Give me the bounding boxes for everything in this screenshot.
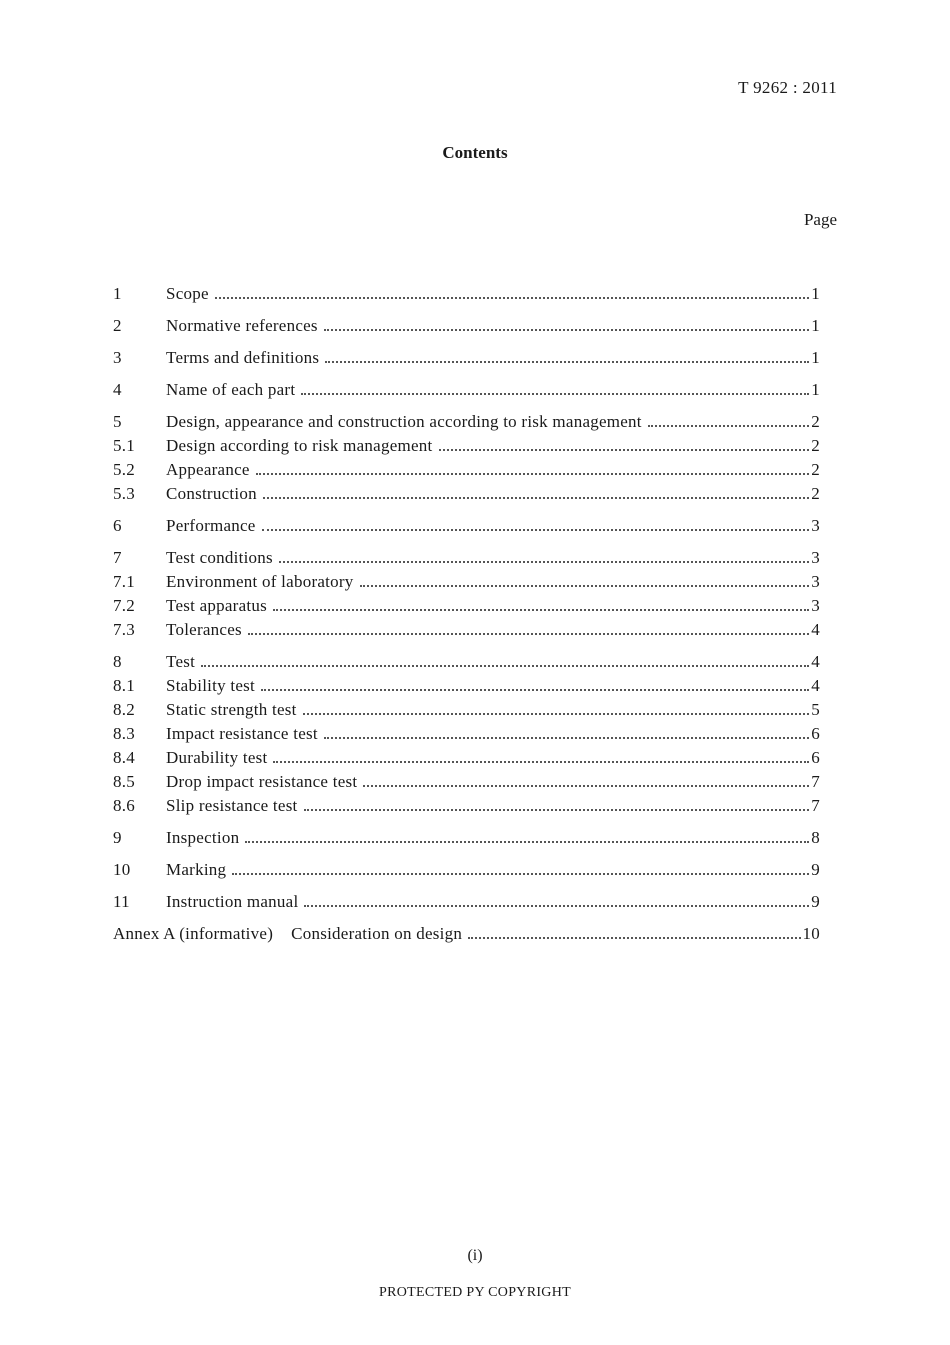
toc-entry[interactable] [113,548,820,572]
toc-entry-number: 9 [113,828,122,847]
dot-leader [324,329,809,331]
toc-entry-page: 1 [811,284,820,303]
toc-entry-number: 8.2 [113,700,135,719]
toc-entry-title: Test apparatus [166,596,267,615]
toc-entry-title: Name of each part [166,380,296,399]
dot-leader [304,809,810,811]
toc-entry[interactable] [113,700,820,724]
toc-entry-title: Test [166,652,196,671]
toc-entry-page: 6 [811,724,820,743]
toc-entry-page: 2 [811,484,820,503]
toc-entry[interactable] [113,860,820,884]
toc-entry-number: 7.1 [113,572,135,591]
toc-entry[interactable] [113,412,820,436]
dot-leader [324,737,809,739]
toc-entry-number: 5 [113,412,122,431]
dot-leader [261,689,809,691]
toc-entry-title: Tolerances [166,620,242,639]
toc-entry-title: Terms and definitions [166,348,320,367]
toc-entry[interactable] [113,724,820,748]
toc-entry-number: 8.5 [113,772,135,791]
toc-entry-page: 4 [811,652,820,671]
toc-entry-page: 3 [811,572,820,591]
toc-entry-title: Inspection [166,828,240,847]
toc-entry-number: 8.4 [113,748,135,767]
dot-leader [262,529,810,531]
toc-entry-number: 8.1 [113,676,135,695]
toc-entry-title: Instruction manual [166,892,299,911]
table-of-contents [113,284,820,948]
dot-leader [232,873,809,875]
toc-entry-number: 8.6 [113,796,135,815]
toc-entry-page: 2 [811,460,820,479]
dot-leader [325,361,809,363]
page-column-label: Page [803,210,837,229]
toc-entry[interactable] [113,828,820,852]
dot-leader [215,297,809,299]
toc-entry-title: Normative references [166,316,318,335]
toc-entry-page: 8 [811,828,820,847]
toc-entry[interactable] [113,316,820,340]
toc-entry-page: 2 [811,436,820,455]
toc-entry-number: 3 [113,348,122,367]
toc-entry[interactable] [113,796,820,820]
page-number: (i) [467,1247,483,1264]
toc-entry-title: Stability test [166,676,255,695]
toc-entry-title: Drop impact resistance test [166,772,358,791]
toc-entry-page: 3 [811,596,820,615]
toc-entry-title: Environment of laboratory [166,572,354,591]
toc-entry-title: Slip resistance test [166,796,298,815]
toc-entry-number: 10 [113,860,131,879]
dot-leader [304,905,809,907]
toc-entry-number: 8 [113,652,122,671]
toc-entry-page: 2 [811,412,820,431]
toc-entry[interactable] [113,348,820,372]
toc-entry-page: 3 [811,516,820,535]
toc-entry[interactable] [113,516,820,540]
toc-entry[interactable] [113,572,820,596]
toc-entry-page: 1 [811,316,820,335]
toc-entry-number: 5.1 [113,436,135,455]
toc-entry-page: 4 [811,676,820,695]
dot-leader [360,585,810,587]
toc-entry-title: Test conditions [166,548,273,567]
toc-entry[interactable] [113,380,820,404]
dot-leader [363,785,809,787]
toc-entry-number: 8.3 [113,724,135,743]
dot-leader [279,561,809,563]
toc-entry-page: 6 [811,748,820,767]
toc-entry-page: 5 [811,700,820,719]
toc-entry[interactable] [113,596,820,620]
toc-entry-title: Appearance [166,460,250,479]
dot-leader [273,609,809,611]
toc-entry-title: Performance [166,516,256,535]
toc-entry-number: 1 [113,284,122,303]
dot-leader [648,425,809,427]
document-code: T 9262 : 2011 [738,78,837,97]
toc-entry-page: 7 [811,772,820,791]
copyright-footer: PROTECTED PY COPYRIGHT [379,1285,571,1300]
toc-entry[interactable] [113,484,820,508]
toc-entry-page: 7 [811,796,820,815]
toc-entry-page: 1 [811,348,820,367]
toc-entry-page: 9 [811,892,820,911]
toc-entry-title: Construction [166,484,257,503]
dot-leader [301,393,809,395]
toc-entry-page: 4 [811,620,820,639]
toc-entry[interactable] [113,892,820,916]
toc-entry-number: 6 [113,516,122,535]
dot-leader [256,473,810,475]
toc-entry-number: 7.2 [113,596,135,615]
toc-entry[interactable] [113,772,820,796]
dot-leader [248,633,809,635]
toc-entry-title: Static strength test [166,700,297,719]
dot-leader [468,937,800,939]
dot-leader [439,449,810,451]
toc-entry[interactable] [113,436,820,460]
toc-entry[interactable] [113,748,820,772]
dot-leader [201,665,809,667]
toc-entry-number: 5.2 [113,460,135,479]
toc-entry[interactable] [113,652,820,676]
toc-entry-title: Design, appearance and construction according to risk management [166,412,642,431]
toc-entry[interactable] [113,460,820,484]
toc-entry-number: 5.3 [113,484,135,503]
toc-entry-number: 11 [113,892,130,911]
toc-entry-annex-a[interactable] [113,924,820,948]
page-title: Contents [442,143,508,162]
annex-label: Annex A (informative) [113,924,274,943]
dot-leader [245,841,809,843]
toc-entry[interactable] [113,620,820,644]
toc-entry-number: 7.3 [113,620,135,639]
dot-leader [263,497,809,499]
toc-entry-title: Scope [166,284,209,303]
toc-entry-page: 9 [811,860,820,879]
toc-entry[interactable] [113,676,820,700]
dot-leader [303,713,810,715]
annex-page: 10 [802,924,820,943]
annex-title: Consideration on design [291,924,463,943]
dot-leader [273,761,809,763]
toc-entry-page: 3 [811,548,820,567]
toc-entry[interactable] [113,284,820,308]
toc-entry-title: Marking [166,860,227,879]
toc-entry-page: 1 [811,380,820,399]
toc-entry-title: Durability test [166,748,268,767]
toc-entry-title: Impact resistance test [166,724,318,743]
toc-entry-title: Design according to risk management [166,436,433,455]
toc-entry-number: 2 [113,316,122,335]
toc-entry-number: 4 [113,380,122,399]
toc-entry-number: 7 [113,548,122,567]
